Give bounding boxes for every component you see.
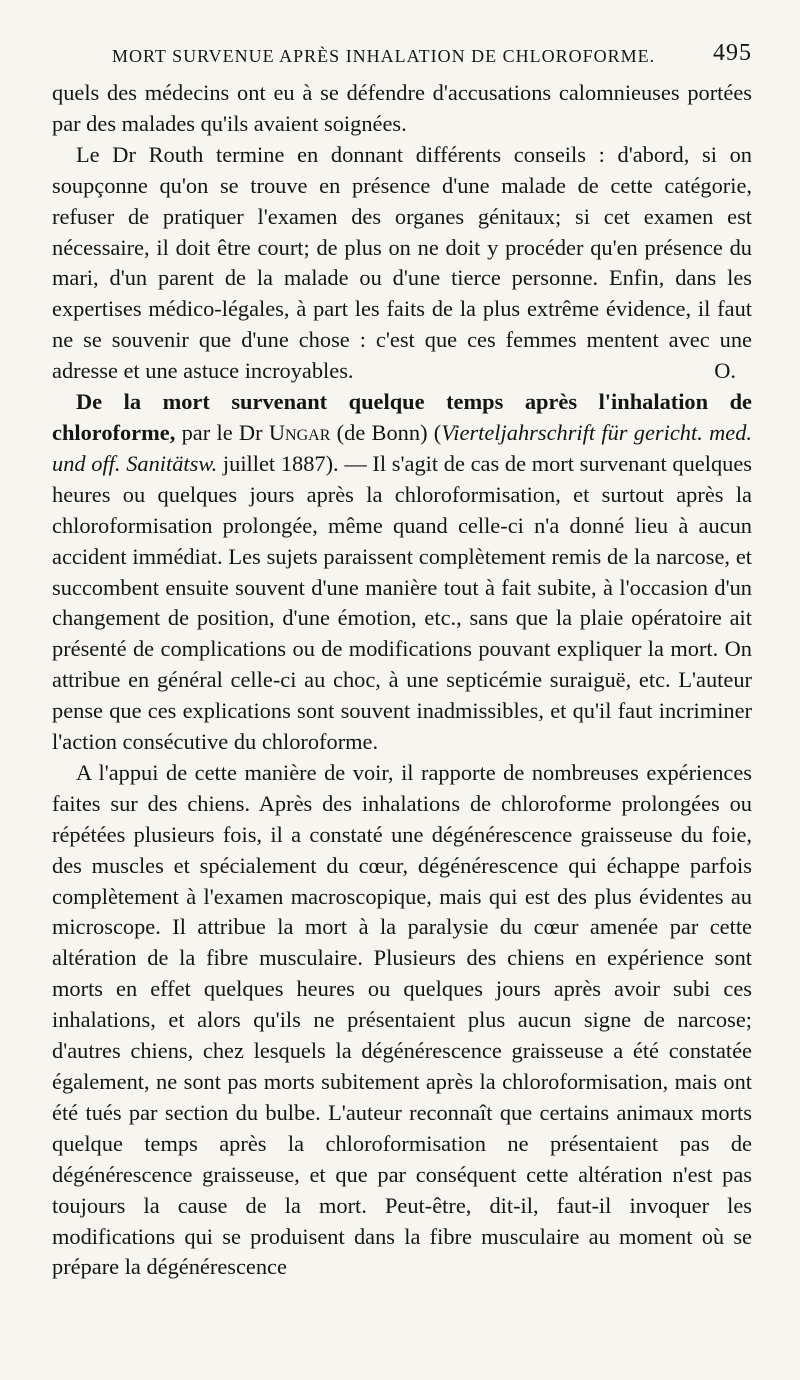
- running-title: MORT SURVENUE APRÈS INHALATION DE CHLOROFORME.: [112, 46, 656, 66]
- paragraph-routh-text: Le Dr Routh termine en donnant différents conseils : d'abord, si on soupçonne qu'on se trouve en présence d'une malade de cette catégorie, refuser de pratiquer l'examen des organes génitaux; si cet examen est nécessaire, il doit être court; de plus on ne doit y procéder qu'en présence du mari, d'un parent de la malade ou d'une tierce personne. Enfin, dans les expertises médico-légales, à part les faits de la plus extrême évidence, il faut ne se souvenir que d'une chose : c'est que ces femmes mentent avec une adresse et une astuce incroyables.: [52, 141, 752, 384]
- review-heading: De la mort survenant quelque temps après l'inhalation de chloroforme,: [52, 389, 752, 445]
- body-text: [52, 78, 752, 1283]
- page-number: 495: [713, 40, 752, 66]
- review-by: par le Dr: [181, 419, 263, 445]
- paragraph-experiments: A l'appui de cette manière de voir, il rapporte de nombreuses expériences faites sur des chiens. Après des inhalations de chloroforme prolongées ou répétées plusieurs fois, il a constaté une dégénérescence graisseuse du foie, des muscles et spécialement du cœur, dégénérescence qui échappe parfois complètement à l'examen macroscopique, mais qui est des plus évidentes au microscope. Il attribue la mort à la paralysie du cœur amenée par cette altération de la fibre musculaire. Plusieurs des chiens en expérience sont morts en effet quelques heures ou quelques jours après avoir subi ces inhalations, et alors qu'ils ne présentaient plus aucun signe de narcose; d'autres chiens, chez lesquels la dégénérescence graisseuse a été constatée également, ne sont pas morts subitement après la chloroformisation, mais ont été tués par section du bulbe. L'auteur reconnaît que certains animaux morts quelque temps après la chloroformisation ne présentaient pas de dégénérescence graisseuse, et que par conséquent cette altération n'est pas toujours la cause de la mort. Peut-être, dit-il, faut-il invoquer les modifications qui se produisent dans la fibre musculaire au moment où se prépare la dégénérescence: [52, 759, 752, 1280]
- reviewer-signature: O.: [714, 358, 736, 384]
- review-author: Ungar: [268, 419, 331, 445]
- review-text: juillet 1887). — Il s'agit de cas de mort survenant quelques heures ou quelques jours après la chloroformisation, et surtout après la chloroformisation prolongée, même quand celle-ci n'a donné lieu à aucun accident immédiat. Les sujets paraissent complètement remis de la narcose, et succombent ensuite souvent d'une manière tout à fait subite, à l'occasion d'un changement de position, d'une émotion, etc., sans que la plaie opératoire ait présenté de complications ou de modifications pouvant expliquer la mort. On attribue en général celle-ci au choc, à une septicémie suraiguë, etc. L'auteur pense que ces explications sont souvent inadmissibles, et qu'il faut incriminer l'action consécutive du chloroforme.: [52, 450, 752, 755]
- paragraph-routh: [52, 140, 752, 387]
- review-place: (de Bonn) (: [336, 419, 442, 445]
- running-head: [52, 34, 752, 78]
- review-paragraph: [52, 387, 752, 758]
- paragraph-continued: quels des médecins ont eu à se défendre d'accusations calomnieuses portées par des malades qu'ils avaient soignées.: [52, 80, 752, 136]
- review-journal: Vierteljahrschrift für gericht. med. und off. Sanitätsw.: [52, 419, 752, 476]
